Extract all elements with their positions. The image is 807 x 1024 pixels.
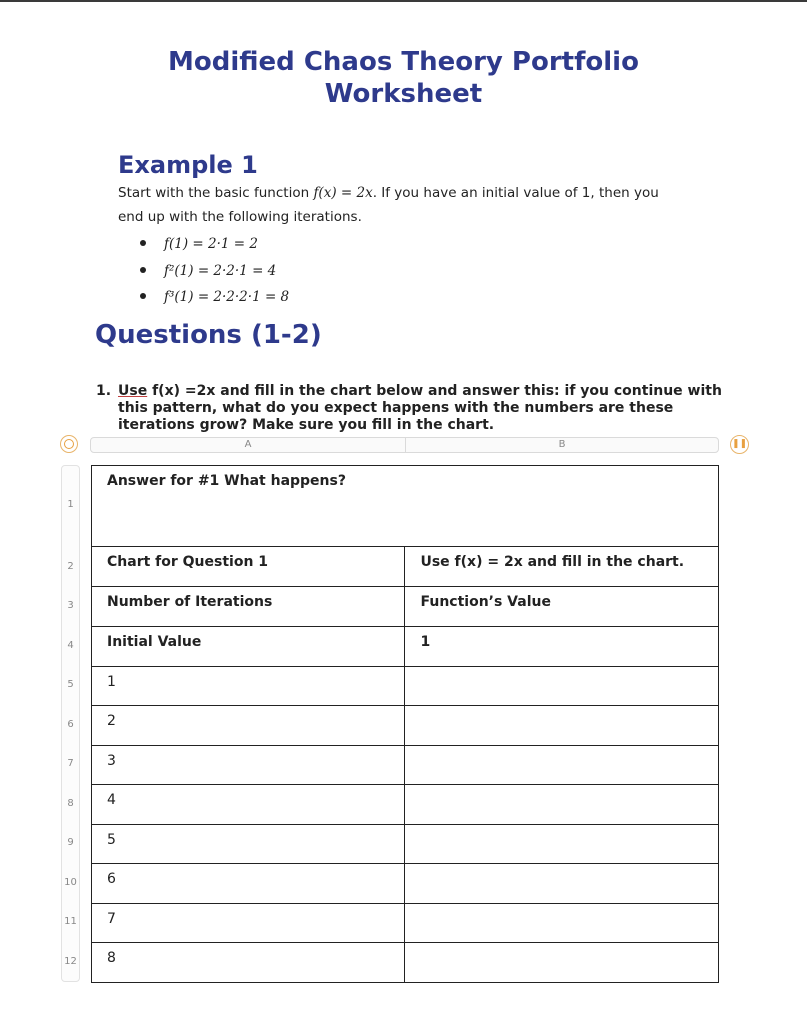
value-input-cell[interactable] [405, 825, 719, 864]
table-row [92, 785, 719, 825]
iteration-number: 8 [107, 950, 116, 966]
initial-label: Initial Value [107, 634, 202, 650]
chart-label: Chart for Question 1 [107, 554, 269, 570]
question-1-underlined: Use [118, 383, 148, 399]
answer-label: Answer for #1 What happens? [107, 473, 346, 489]
iteration-cell[interactable] [92, 825, 405, 864]
top-border [0, 0, 807, 2]
question-1 [96, 383, 726, 434]
initial-value: 1 [420, 634, 431, 650]
row-number[interactable]: 4 [67, 640, 74, 651]
iteration-number: 3 [107, 753, 116, 769]
cell-b2[interactable] [405, 547, 719, 587]
question-1-text: f(x) =2x and fill in the chart below and answer this: if you continue with this pattern, what do you expect happens with the numbers are these iterations grow? Make sure you fill in the chart. [118, 383, 722, 433]
value-input-cell[interactable] [405, 667, 719, 706]
cell-b4[interactable] [405, 627, 719, 667]
row-number[interactable]: 6 [67, 719, 74, 730]
iteration-cell[interactable] [92, 746, 405, 785]
page-title-line1: Modified Chaos Theory Portfolio [168, 47, 639, 77]
table-row [92, 587, 719, 627]
question-1-body [118, 383, 726, 434]
row-number[interactable]: 9 [67, 837, 74, 848]
iteration-cell[interactable] [92, 706, 405, 746]
example-text-after: . If you have an initial value of 1, then you [372, 185, 659, 201]
row-number[interactable]: 11 [64, 916, 77, 927]
iteration-number: 2 [107, 713, 116, 729]
bullet-dot-icon [140, 293, 146, 299]
row-number[interactable]: 7 [67, 758, 74, 769]
iteration-bullet [140, 263, 276, 279]
row-number[interactable]: 8 [67, 798, 74, 809]
page-title-line2: Worksheet [324, 79, 483, 109]
cell-a4[interactable] [92, 627, 405, 667]
column-header-a[interactable]: A [90, 437, 406, 453]
cell-b3[interactable] [405, 587, 719, 627]
iteration-number: 4 [107, 792, 116, 808]
iteration-formula: f³(1) = 2·2·2·1 = 8 [164, 289, 290, 305]
value-input-cell[interactable] [405, 864, 719, 904]
row-number[interactable]: 12 [64, 956, 77, 967]
select-all-handle[interactable] [60, 435, 78, 453]
example-text-line1 [118, 181, 738, 205]
table-row [92, 466, 719, 547]
value-header: Function’s Value [420, 594, 551, 610]
cell-a2[interactable] [92, 547, 405, 587]
column-header-b[interactable]: B [405, 437, 719, 453]
value-input-cell[interactable] [405, 785, 719, 825]
table-row [92, 825, 719, 864]
iteration-bullet [140, 236, 258, 252]
iteration-formula: f(1) = 2·1 = 2 [164, 236, 258, 252]
iteration-number: 1 [107, 674, 116, 690]
bullet-dot-icon [140, 267, 146, 273]
value-input-cell[interactable] [405, 904, 719, 943]
bullet-dot-icon [140, 240, 146, 246]
example-text-line2: end up with the following iterations. [118, 209, 362, 225]
table-row [92, 864, 719, 904]
answer-cell[interactable] [92, 466, 719, 547]
answer-table [91, 465, 719, 983]
row-number[interactable]: 3 [67, 600, 74, 611]
table-row [92, 627, 719, 667]
example-text-before: Start with the basic function [118, 185, 314, 201]
iteration-number: 7 [107, 911, 116, 927]
iteration-cell[interactable] [92, 864, 405, 904]
row-number[interactable]: 2 [67, 561, 74, 572]
row-number[interactable]: 5 [67, 679, 74, 690]
cell-a3[interactable] [92, 587, 405, 627]
iteration-formula: f²(1) = 2·2·1 = 4 [164, 263, 277, 279]
table-row [92, 746, 719, 785]
value-input-cell[interactable] [405, 706, 719, 746]
example-function: f(x) = 2x [313, 185, 373, 201]
row-number[interactable]: 1 [67, 499, 74, 510]
table-row [92, 904, 719, 943]
pause-icon[interactable]: ❚❚ [730, 435, 749, 454]
table-row [92, 706, 719, 746]
table-row [92, 547, 719, 587]
iteration-number: 5 [107, 832, 116, 848]
iteration-bullet [140, 289, 289, 305]
questions-heading: Questions (1-2) [95, 320, 322, 350]
iteration-cell[interactable] [92, 667, 405, 706]
iterations-header: Number of Iterations [107, 594, 273, 610]
chart-instruction: Use f(x) = 2x and fill in the chart. [420, 554, 685, 570]
table-row [92, 943, 719, 983]
iteration-cell[interactable] [92, 785, 405, 825]
value-input-cell[interactable] [405, 746, 719, 785]
example-heading: Example 1 [118, 151, 258, 179]
row-number[interactable]: 10 [64, 877, 77, 888]
iteration-cell[interactable] [92, 943, 405, 983]
iteration-number: 6 [107, 871, 116, 887]
question-1-number: 1. [96, 383, 112, 399]
iteration-cell[interactable] [92, 904, 405, 943]
value-input-cell[interactable] [405, 943, 719, 983]
table-row [92, 667, 719, 706]
